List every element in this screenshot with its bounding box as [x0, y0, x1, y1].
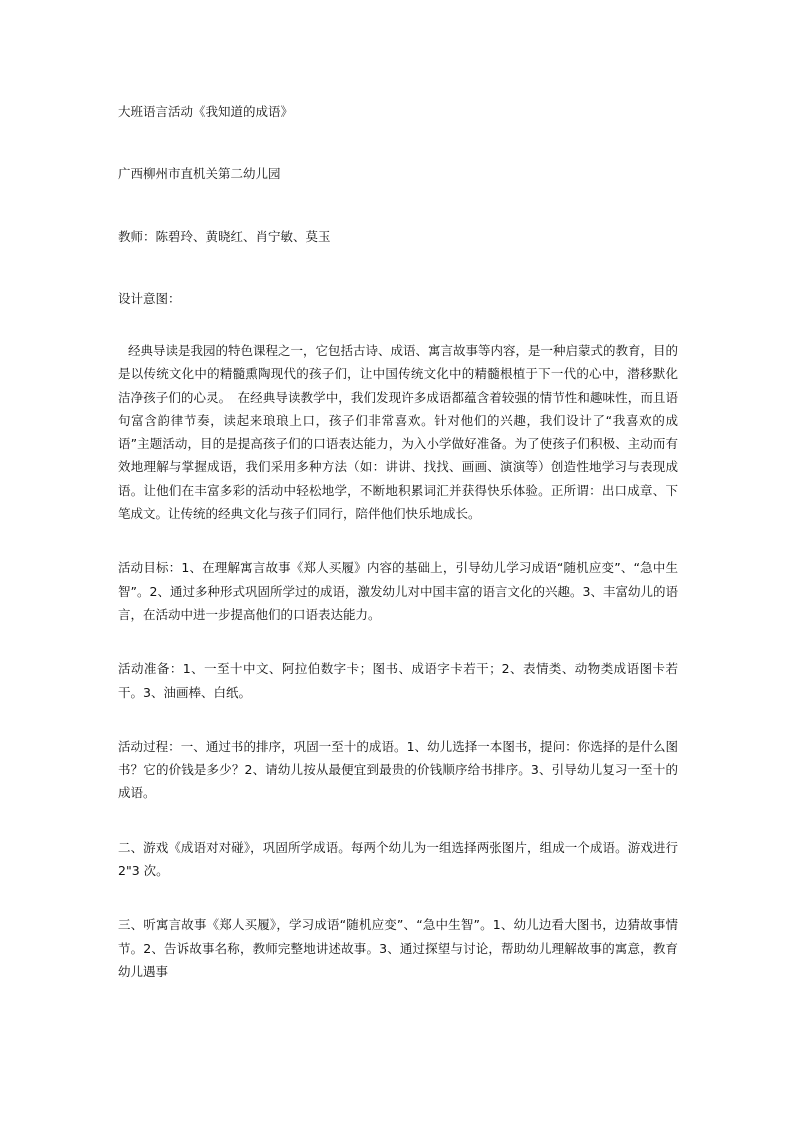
- activity-goal-paragraph: 活动目标：1、在理解寓言故事《郑人买履》内容的基础上，引导幼儿学习成语“随机应变”、“急中生智”。2、通过多种形式巩固所学过的成语，激发幼儿对中国丰富的语言文化的兴趣。3、丰富幼儿的语言，在活动中进一步提高他们的口语表达能力。: [118, 560, 678, 622]
- school-name: 广西柳州市直机关第二幼儿园: [118, 166, 281, 181]
- activity-process-paragraph-1: 活动过程：一、通过书的排序，巩固一至十的成语。1、幼儿选择一本图书，提问：你选择的是什么图书？它的价钱是多少？2、请幼儿按从最便宜到最贵的价钱顺序给书排序。3、引导幼儿复习一至十的成语。: [118, 738, 678, 801]
- teachers-line: 教师：陈碧玲、黄晓红、肖宁敏、莫玉: [118, 229, 331, 244]
- design-intent-label: 设计意图：: [118, 291, 181, 306]
- activity-process-paragraph-2: 二、游戏《成语对对碰》，巩固所学成语。每两个幼儿为一组选择两张图片，组成一个成语。游戏进行 2"3 次。: [118, 839, 678, 879]
- document-title: 大班语言活动《我知道的成语》: [118, 104, 294, 119]
- activity-process-paragraph-3: 三、听寓言故事《郑人买履》，学习成语“随机应变”、“急中生智”。1、幼儿边看大图书，边猜故事情节。2、告诉故事名称，教师完整地讲述故事。3、通过探望与讨论，帮助幼儿理解故事的寓意，教育幼儿遇事: [118, 917, 678, 979]
- intro-paragraph: 经典导读是我园的特色课程之一，它包括古诗、成语、寓言故事等内容，是一种启蒙式的教育，目的是以传统文化中的精髓熏陶现代的孩子们，让中国传统文化中的精髓根植于下一代的心中，潜移默化洁净孩子们的心灵。 在经典导读教学中，我们发现许多成语都蕴含着较强的情节性和趣味性，而且语句富含韵律节奏，读起来琅琅上口，孩子们非常喜欢。针对他们的兴趣，我们设计了“我喜欢的成语”主题活动，目的是提高孩子们的口语表达能力，为入小学做好准备。为了使孩子们积极、主动而有效地理解与掌握成语，我们采用多种方法（如：讲讲、找找、画画、演演等）创造性地学习与表现成语。让他们在丰富多彩的活动中轻松地学，不断地积累词汇并获得快乐体验。正所谓：出口成章、下笔成文。让传统的经典文化与孩子们同行，陪伴他们快乐地成长。: [118, 343, 679, 522]
- activity-preparation-paragraph: 活动准备：1、一至十中文、阿拉伯数字卡；图书、成语字卡若干；2、表情类、动物类成语图卡若干。3、油画棒、白纸。: [118, 661, 678, 700]
- document-body: [118, 102, 678, 983]
